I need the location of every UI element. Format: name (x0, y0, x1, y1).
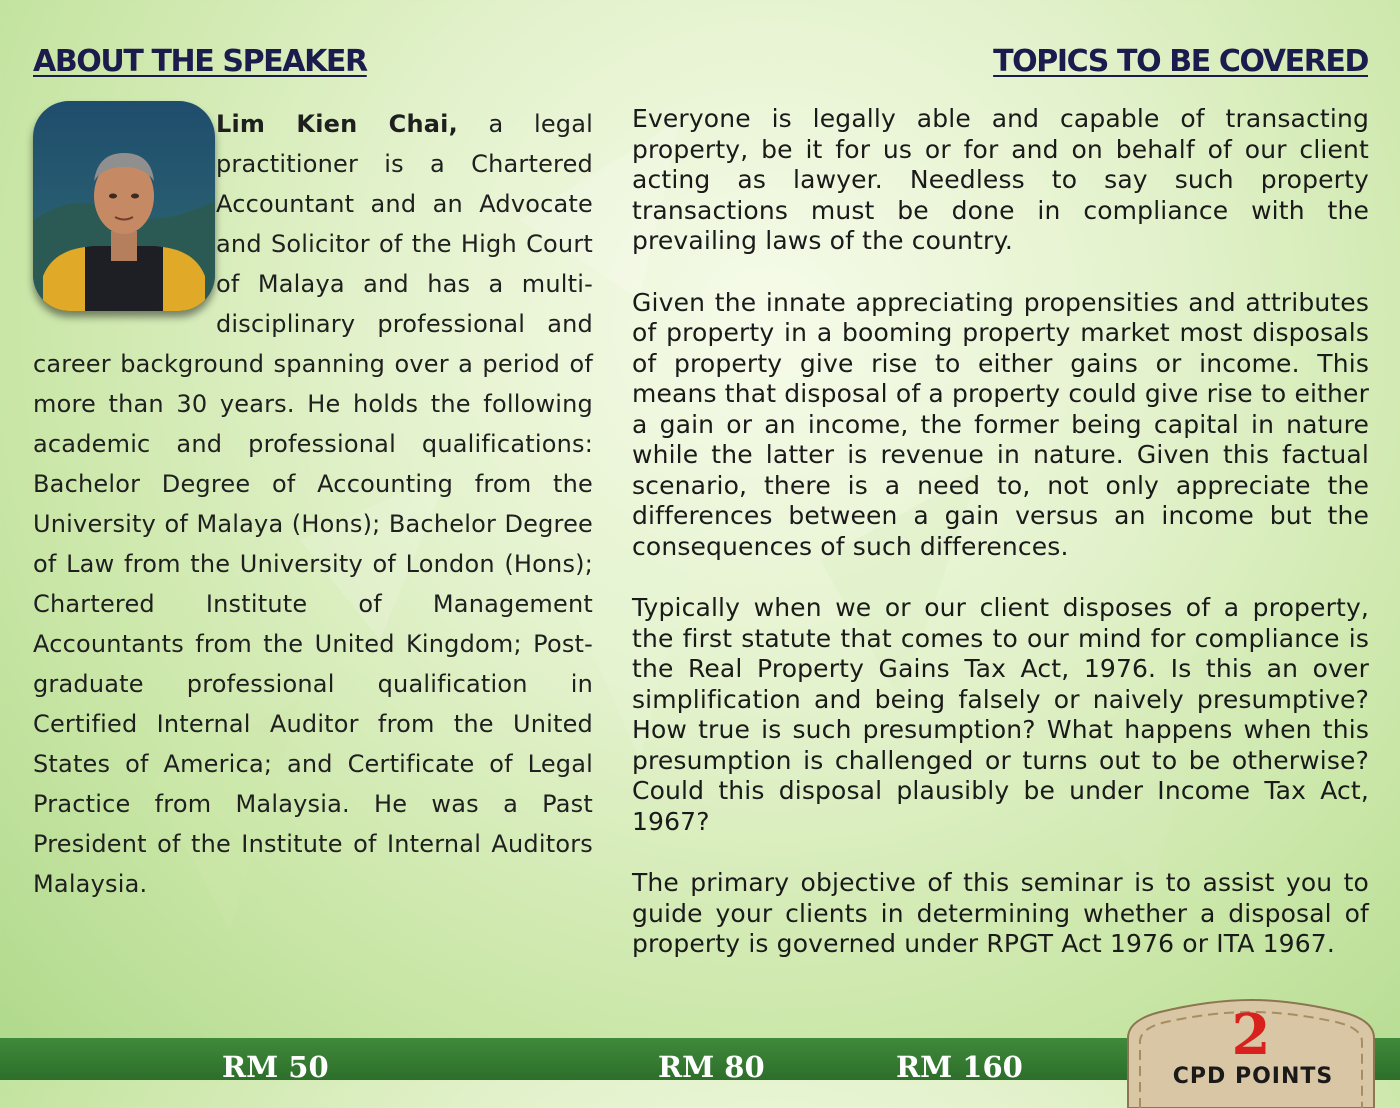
topic-paragraph-4: The primary objective of this seminar is to assist you to guide your clients in determining whether a disposal of property is governed under RPGT Act 1976 or ITA 1967. (632, 868, 1369, 958)
topics-section (632, 104, 1369, 991)
topic-paragraph-3: Typically when we or our client disposes of a property, the first statute that comes to our mind for compliance is the Real Property Gains Tax Act, 1976. Is this an over simplification and being falsely or naively presumptive? How true is such presumption? What happens when this presumption is challenged or turns out to be otherwise? Could this disposal plausibly be under Income Tax Act, 1967? (632, 593, 1369, 836)
price-1: RM 50 (222, 1050, 329, 1084)
photo-spacer (33, 104, 216, 328)
about-speaker-heading: ABOUT THE SPEAKER (33, 44, 367, 79)
price-2: RM 80 (658, 1050, 765, 1084)
speaker-name: Lim Kien Chai, (216, 110, 458, 138)
price-3: RM 160 (896, 1050, 1023, 1084)
topics-heading: TOPICS TO BE COVERED (993, 44, 1368, 79)
cpd-points-label: CPD POINTS (1172, 1064, 1334, 1089)
speaker-bio-text: a legal practitioner is a Chartered Accountant and an Advocate and Solicitor of the High Court of Malaya and has a multi-disciplinary professional and career background spanning over a period of more than 30 years. He holds the following academic and professional qualifications: Bachelor Degree of Accounting from the University of Malaya (Hons); Bachelor Degree of Law from the University of London (Hons); Chartered Institute of Management Accountants from the United Kingdom; Post-graduate professional qualification in Certified Internal Auditor from the United States of America; and Certificate of Legal Practice from Malaysia. He was a Past President of the Institute of Internal Auditors Malaysia. (33, 110, 593, 898)
topic-paragraph-2: Given the innate appreciating propensities and attributes of property in a booming property market most disposals of property give rise to either gains or income. This means that disposal of a property could give rise to either a gain or an income, the former being capital in nature while the latter is revenue in nature. Given this factual scenario, there is a need to, not only appreciate the differences between a gain versus an income but the consequences of such differences. (632, 287, 1369, 561)
speaker-bio (33, 104, 593, 904)
topic-paragraph-1: Everyone is legally able and capable of transacting property, be it for us or for and on behalf of our client acting as lawyer. Needless to say such property transactions must be done in compliance with the prevailing laws of the country. (632, 104, 1369, 255)
cpd-points-number: 2 (1231, 1002, 1271, 1068)
